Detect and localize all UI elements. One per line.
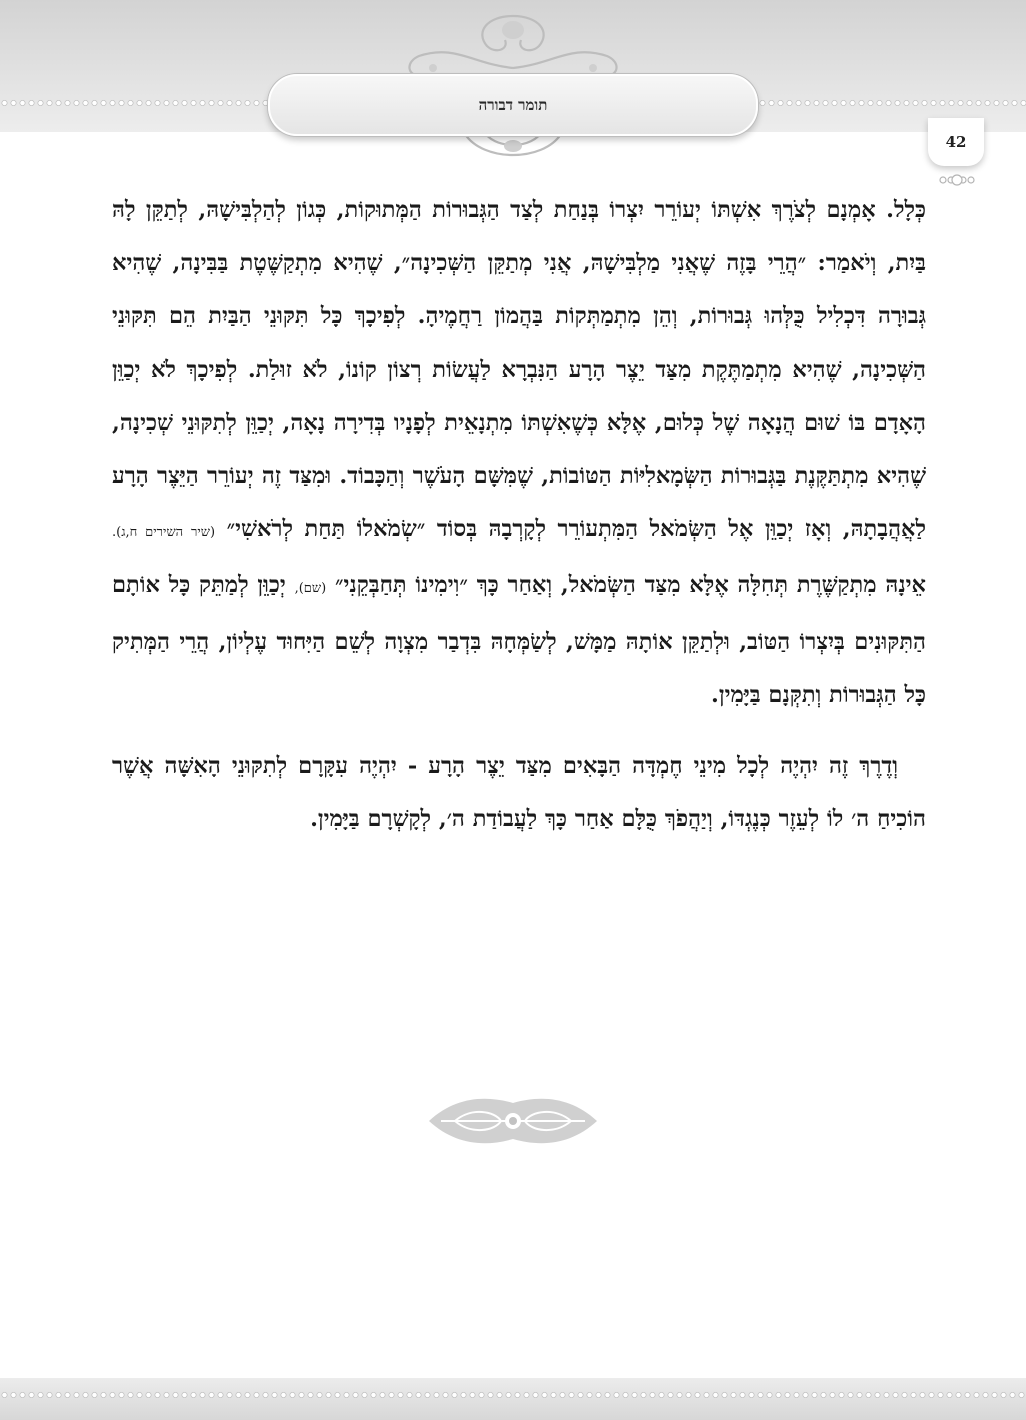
citation-reference: (שיר השירים ח,ג). [112,525,216,541]
paragraph-1-text-a: כְּלָל. אָמְנָם לְצֹרֶךְ אִשְׁתּוֹ יְעוֹרֵר יִצְרוֹ בְּנַחַת לְצַד הַגְּבוּרוֹת הַמְּתוּקוֹת, כְּגוֹן לְהַלְבִּישָׁהּ, לְתַקֵּן לָהּ בַּיִת, וְיֹאמַר: ״הֲרֵי בָּזֶה שֶׁאֲנִי מַלְבִּישָׁהּ, אֲנִי מְתַקֵּן הַשְּׁכִינָה״, שֶׁהִיא מִתְקַשֶּׁטֶת בַּבִּינָה, שֶׁהִיא גְּבוּרָה דִּכְלִיל כֻּלְּהוּ גְּבוּרוֹת, וְהֵן מִתְמַתְּקוֹת בַּהֲמוֹן רַחֲמֶיהָ. לְפִיכָךְ כָּל תִּקּוּנֵי הַבַּיִת הֵם תִּקּוּנֵי הַשְּׁכִינָה, שֶׁהִיא מִתְמַתֶּקֶת מִצַּד יֵצֶר הָרָע הַנִּבְרָא לַעֲשׂוֹת רְצוֹן קוֹנוֹ, לֹא זוּלַת. לְפִיכָךְ לֹא יְכַוֵּן הָאָדָם בּוֹ שׁוּם הֲנָאָה שֶׁל כְּלוּם, אֶלָּא כְּשֶׁאִשְׁתּוֹ מִתְנָאֵית לְפָנָיו בְּדִירָה נָאָה, יְכַוֵּן לְתִקּוּנֵי שְׁכִינָה, שֶׁהִיא מִתְתַּקֶּנֶת בַּגְּבוּרוֹת הַשְּׂמָאלִיּוֹת הַטּוֹבוֹת, שֶׁמִּשָּׁם הָעֹשֶׁר וְהַכָּבוֹד. וּמִצַּד זֶה יְעוֹרֵר הַיֵּצֶר הָרָע לַאֲהֲבָתָהּ, וְאָז יְכַוֵּן אֶל הַשְּׂמֹאל הַמִּתְעוֹרֵר לְקָרְבָהּ בְּסוֹד ״שְׂמֹאלוֹ תַּחַת לְרֹאשִׁי״ [112,197,927,543]
paragraph-1-text-c: יְכַוֵּן לְמַתֵּק כָּל אוֹתָם הַתִּקּוּנִים בְּיִצְרוֹ הַטּוֹב, וּלְתַקֵּן אוֹתָהּ מַמָּשׁ, לְשַׂמְּחָהּ בִּדְבַר מִצְוָה לְשֵׁם הַיִּחוּד עֶלְיוֹן, הֲרֵי הַמְּתִיק כָּל הַגְּבוּרוֹת וְתִקְּנָם בַּיָּמִין. [112,572,926,708]
page-number-tab [928,118,984,166]
footer-bead-border [0,1390,1026,1400]
bead-border-left [0,98,282,108]
tab-bead-ornament [938,170,976,190]
running-header-title: תומר דבורה [478,95,548,114]
section-end-ornament [425,1093,601,1149]
bead-border-right [740,98,1026,108]
running-header [268,74,758,136]
citation-reference: (שם), [294,581,327,597]
paragraph-1 [112,184,926,722]
page-number: 42 [945,133,967,151]
main-text [112,184,926,846]
paragraph-2: וְדֶרֶךְ זֶה יִהְיֶה לְכָל מִינֵי חֶמְדָּה הַבָּאִים מִצַּד יֵצֶר הָרָע - יִהְיֶה עִקָּרָם לְתִקּוּנֵי הָאִשָּׁה אֲשֶׁר הוֹכִיחַ ה׳ לוֹ לְעֵזֶר כְּנֶגְדּוֹ, וְיַהֲפֹךְ כֻּלָּם אַחַר כָּךְ לַעֲבוֹדַת ה׳, לְקָשְׁרָם בַּיָּמִין. [112,753,926,833]
paragraph-1-text-b: אֵינָהּ מִתְקַשֶּׁרֶת תְּחִלָּה אֶלָּא מִצַּד הַשְּׂמֹאל, וְאַחַר כָּךְ ״וִימִינוֹ תְּחַבְּקֵנִי״ [334,572,926,599]
